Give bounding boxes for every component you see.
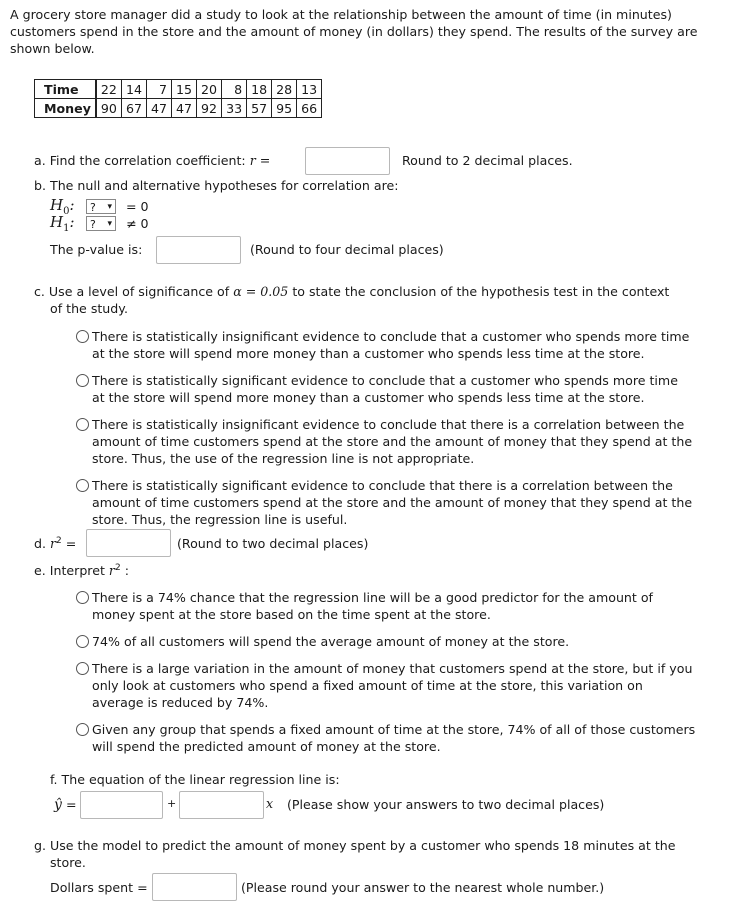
chevron-down-icon: ▾ — [107, 202, 112, 212]
x-symbol: x — [266, 796, 274, 811]
r-symbol: r = — [249, 153, 271, 168]
option-c1-radio[interactable] — [76, 330, 89, 343]
money-cell: 66 — [297, 99, 322, 118]
time-cell: 13 — [297, 80, 322, 99]
time-cell: 18 — [247, 80, 272, 99]
h0-label: $H_0$: — [50, 196, 75, 217]
money-cell: 67 — [121, 99, 146, 118]
part-a-note: Round to 2 decimal places. — [402, 153, 573, 168]
time-cell: 20 — [197, 80, 222, 99]
time-cell: 15 — [172, 80, 197, 99]
option-e4-radio[interactable] — [76, 723, 89, 736]
part-c-prompt-cont: of the study. — [50, 301, 128, 316]
pvalue-label: The p-value is: — [50, 242, 143, 257]
part-g-note: (Please round your answer to the nearest whole number.) — [241, 880, 605, 895]
part-e-prompt: e. Interpret $r^2$ : — [34, 563, 129, 579]
option-c4-radio[interactable] — [76, 479, 89, 492]
money-cell: 57 — [247, 99, 272, 118]
part-f-prompt: f. The equation of the linear regression line is: — [50, 772, 340, 787]
money-cell: 47 — [172, 99, 197, 118]
part-d-note: (Round to two decimal places) — [177, 536, 369, 551]
h0-eq: = 0 — [126, 199, 149, 214]
yhat-label: ŷ = — [54, 797, 77, 813]
money-cell: 47 — [146, 99, 171, 118]
pvalue-input[interactable] — [156, 236, 241, 264]
option-c3-text: There is statistically insignificant evidence to conclude that there is a correlation between the amount of time customers spend at the store and the amount of money that they spend at the store. Thus, the use of the regression line is not appropriate. — [92, 417, 693, 466]
part-b-prompt: b. The null and alternative hypotheses for correlation are: — [34, 178, 399, 193]
time-cell: 8 — [222, 80, 247, 99]
option-e1-radio[interactable] — [76, 591, 89, 604]
time-cell: 14 — [121, 80, 146, 99]
chevron-down-icon: ▾ — [107, 219, 112, 229]
intercept-input[interactable] — [80, 791, 163, 819]
slope-input[interactable] — [179, 791, 264, 819]
part-g-prompt: g. Use the model to predict the amount of money spent by a customer who spends 18 minutes at the — [34, 838, 676, 853]
pvalue-note: (Round to four decimal places) — [250, 242, 444, 257]
alpha-value: α = 0.05 — [233, 284, 289, 299]
data-table — [34, 79, 322, 118]
plus-sign: + — [167, 797, 177, 810]
option-e4-text: Given any group that spends a fixed amount of time at the store, 74% of all of those customers will spend the predicted amount of money at the store. — [92, 722, 696, 754]
money-label: Money — [35, 99, 96, 118]
money-cell: 95 — [272, 99, 297, 118]
time-cell: 28 — [272, 80, 297, 99]
option-e2-radio[interactable] — [76, 635, 89, 648]
money-cell: 90 — [96, 99, 122, 118]
money-cell: 92 — [197, 99, 222, 118]
option-e3-radio[interactable] — [76, 662, 89, 675]
dollars-input[interactable] — [152, 873, 237, 901]
r-squared-input[interactable] — [86, 529, 171, 557]
option-e3-text: There is a large variation in the amount of money that customers spend at the store, but if you only look at customers who spend a fixed amount of time at the store, this variation on average is reduced by 74%. — [92, 661, 693, 710]
dollars-label: Dollars spent = — [50, 880, 148, 895]
h1-label: $H_1$: — [50, 213, 75, 234]
option-c2-radio[interactable] — [76, 374, 89, 387]
part-c-prompt: c. Use a level of significance of α = 0.05 to state the conclusion of the hypothesis test in the context — [34, 284, 670, 299]
option-c4-text: There is statistically significant evidence to conclude that there is a correlation between the amount of time customers spend at the store and the amount of money that they spend at the store. Thus, the regression line is useful. — [92, 478, 693, 527]
time-label: Time — [35, 80, 96, 99]
part-a-prompt: a. Find the correlation coefficient: r = — [34, 153, 271, 168]
part-g-prompt-cont: store. — [50, 855, 86, 870]
h1-neq: ≠ 0 — [126, 216, 149, 231]
problem-intro: A grocery store manager did a study to look at the relationship between the amount of time (in minutes) customers spend in the store and the amount of money (in dollars) they spend. The results of the survey are shown below. — [10, 7, 698, 56]
h0-select[interactable]: ? ▾ — [86, 199, 116, 214]
time-cell: 22 — [96, 80, 122, 99]
time-cell: 7 — [146, 80, 171, 99]
option-e2-text: 74% of all customers will spend the average amount of money at the store. — [92, 634, 570, 649]
part-f-note: (Please show your answers to two decimal places) — [287, 797, 605, 812]
part-d-prompt: d. $r^2$ = — [34, 536, 77, 552]
option-e1-text: There is a 74% chance that the regression line will be a good predictor for the amount of money spent at the store based on the time spent at the store. — [92, 590, 653, 622]
option-c2-text: There is statistically significant evidence to conclude that a customer who spends more time at the store will spend more money than a customer who spends less time at the store. — [92, 373, 678, 405]
money-row — [35, 99, 322, 118]
option-c1-text: There is statistically insignificant evidence to conclude that a customer who spends more time at the store will spend more money than a customer who spends less time at the store. — [92, 329, 690, 361]
time-row — [35, 80, 322, 99]
money-cell: 33 — [222, 99, 247, 118]
correlation-input[interactable] — [305, 147, 390, 175]
h1-select[interactable]: ? ▾ — [86, 216, 116, 231]
option-c3-radio[interactable] — [76, 418, 89, 431]
